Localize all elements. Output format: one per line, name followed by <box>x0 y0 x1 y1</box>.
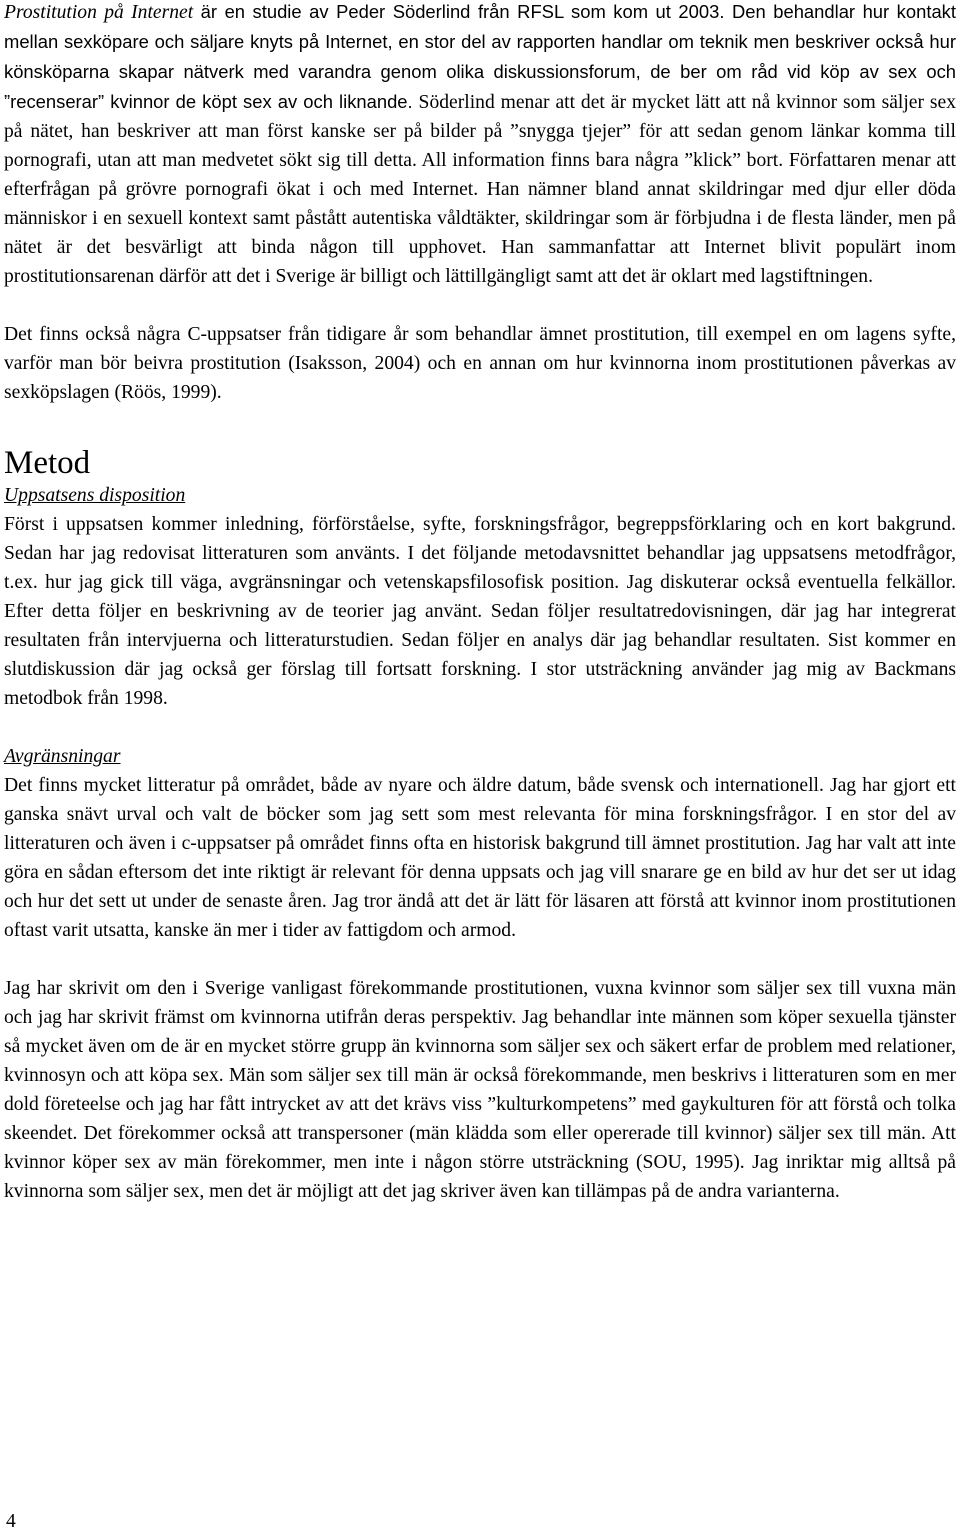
paragraph-c-uppsatser: Det finns också några C-uppsatser från tidigare år som behandlar ämnet prostitution, till exempel en om lagens syfte, varför man bör beivra prostitution (Isaksson, 2004) och en annan om hur kvinnorna inom prostitutionen påverkas av sexköpslagen (Röös, 1999). <box>4 324 956 403</box>
document-page <box>4 0 956 1206</box>
paragraph-avgransningar-2: Jag har skrivit om den i Sverige vanligast förekommande prostitutionen, vuxna kvinnor som säljer sex till vuxna män och jag har skrivit främst om kvinnorna utifrån deras perspektiv. Jag behandlar inte männen som köper sexuella tjänster så mycket även om de är en mycket större grupp än kvinnorna som säljer sex och säkert erfar de problem med relationer, kvinnosyn och att köpa sex. Män som säljer sex till män är också förekommande, men beskrivs i litteraturen som en mer dold företeelse och jag har fått intrycket av att det krävs viss ”kulturkompetens” med gaykulturen för att förstå och tolka skeendet. Det förekommer också att transpersoner (män klädda som eller opererade till kvinnor) säljer sex till män. Att kvinnor köper sex av män förekommer, men inte i någon större utsträckning (SOU, 1995). Jag inriktar mig alltså på kvinnorna som säljer sex, men det är möjligt att det jag skriver även kan tillämpas på de andra varianterna. <box>4 978 956 1202</box>
subheading-avgransningar: Avgränsningar <box>4 746 121 767</box>
section-heading-metod: Metod <box>4 445 91 481</box>
paragraph-rest-text: Söderlind menar att det är mycket lätt att nå kvinnor som säljer sex på nätet, han beskriver att man först kanske ser på bilder på ”snygga tjejer” för att sedan genom länkar komma till pornografi, utan att man medvetet sökt sig till detta. All information finns bara några ”klick” bort. Författaren menar att efterfrågan på grövre pornografi ökat i och med Internet. Han nämner bland annat skildringar med djur eller döda människor i en sexuell kontext samt påstått autentiska våldtäkter, skildringar som är förbjudna i de flesta länder, men på nätet är det besvärligt att binda någon till upphovet. Han sammanfattar att Internet blivit populärt inom prostitutionsarenan därför att det i Sverige är billigt och lättillgängligt samt att det är oklart med lagstiftningen. <box>4 92 957 287</box>
paragraph-internet-study <box>4 0 956 291</box>
subheading-disposition: Uppsatsens disposition <box>4 485 186 506</box>
paragraph-avgransningar: Det finns mycket litteratur på området, både av nyare och äldre datum, både svensk och internationell. Jag har gjort ett ganska snävt urval och valt de böcker som jag sett som mest relevanta för mina forskningsfrågor. I en stor del av litteraturen och även i c-uppsatser på området finns ofta en historisk bakgrund till ämnet prostitution. Jag har valt att inte göra en sådan eftersom det inte riktigt är relevant för denna uppsats och jag vill snarare ge en bild av hur det ser ut idag och hur det sett ut under de senaste åren. Jag tror ändå att det är lätt för läsaren att förstå att kvinnor inom prostitutionen oftast varit utsatta, kanske än mer i tider av fattigdom och armod. <box>4 775 956 941</box>
paragraph-disposition: Först i uppsatsen kommer inledning, förförståelse, syfte, forskningsfrågor, begreppsförklaring och en kort bakgrund. Sedan har jag redovisat litteraturen som använts. I det följande metodavsnittet behandlar jag uppsatsens metodfrågor, t.ex. hur jag gick till väga, avgränsningar och vetenskapsfilosofisk position. Jag diskuterar också eventuella felkällor. Efter detta följer en beskrivning av de teorier jag använt. Sedan följer resultatredovisningen, där jag har integrerat resultaten från intervjuerna och litteraturstudien. Sedan följer en analys där jag behandlar resultaten. Sist kommer en slutdiskussion där jag också ger förslag till fortsatt forskning. I stor utsträckning använder jag mig av Backmans metodbok från 1998. <box>4 514 956 709</box>
page-number: 4 <box>6 1511 16 1532</box>
italic-title: Prostitution på Internet <box>4 2 194 23</box>
paragraph-intro-text: är en studie av Peder Söderlind från RFSL som kom ut 2003. Den behandlar hur kontakt mellan sexköpare och säljare knyts på Internet, en stor del av rapporten handlar om teknik men beskriver också hur könsköparna skapar nätverk med varandra genom olika diskussionsforum, de ber om råd vid köp av sex och ”recenserar” kvinnor de köpt sex av och liknande. <box>4 1 956 112</box>
